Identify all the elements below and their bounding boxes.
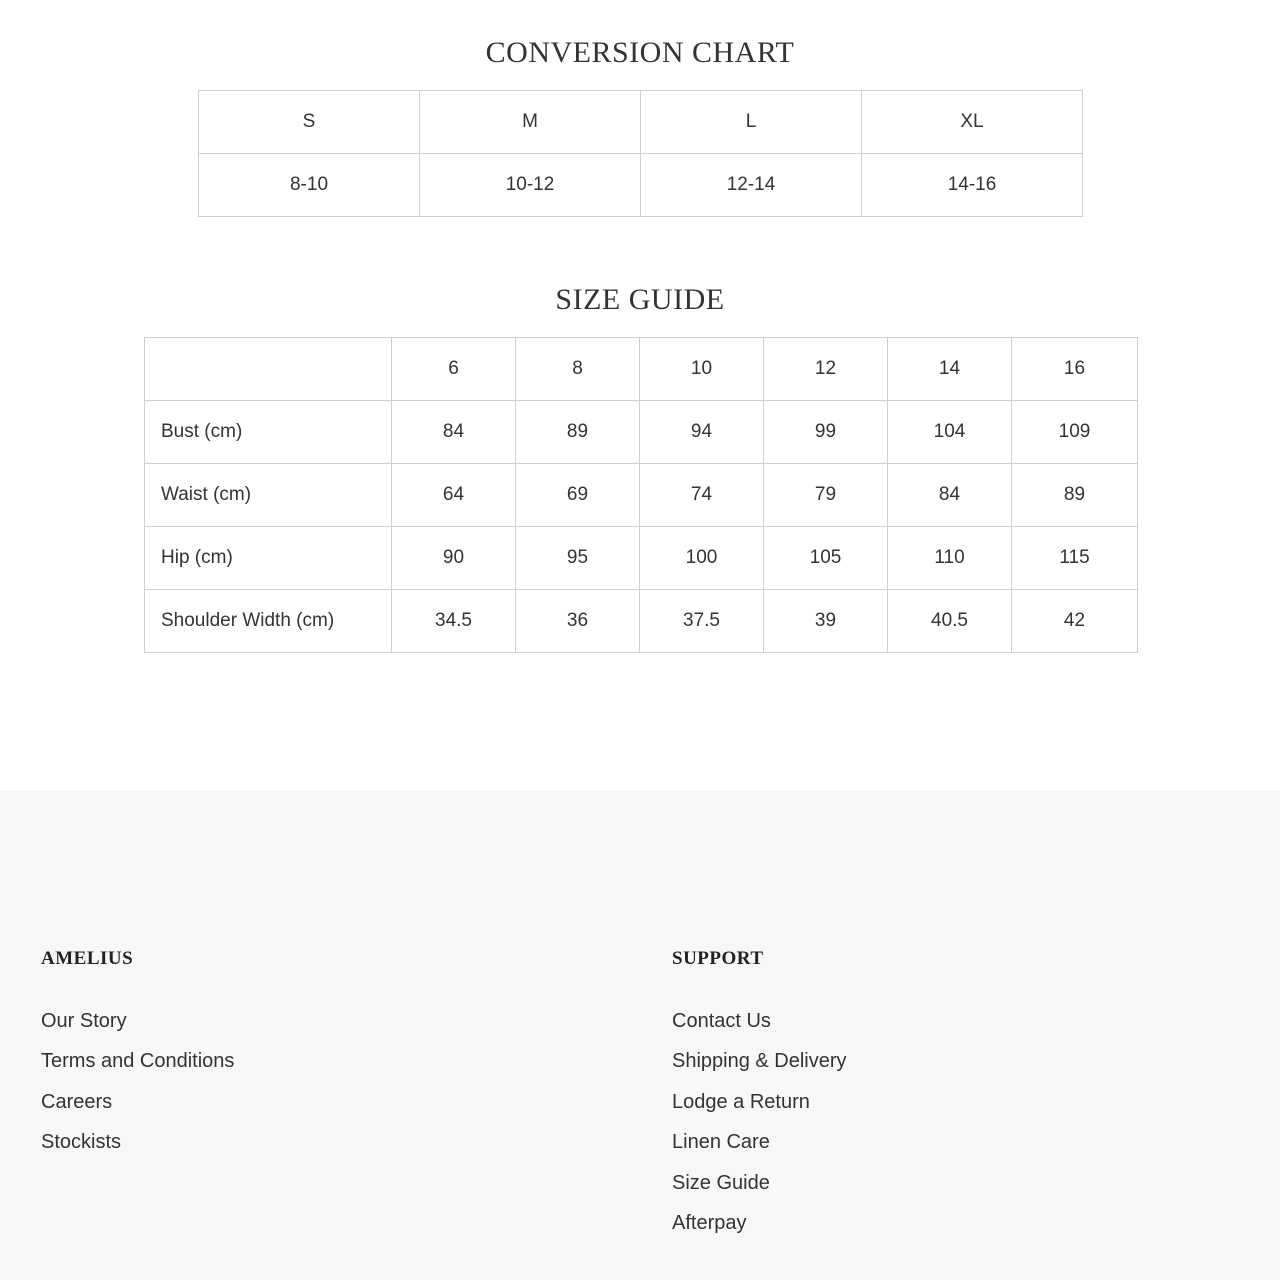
- size-header-cell: 10: [640, 338, 764, 401]
- row-label-bust: Bust (cm): [145, 401, 392, 464]
- measurement-cell: 42: [1012, 590, 1138, 653]
- measurement-cell: 90: [392, 527, 516, 590]
- conversion-value-row: [199, 154, 1083, 217]
- measurement-cell: 110: [888, 527, 1012, 590]
- measurement-cell: 79: [764, 464, 888, 527]
- measurement-cell: 36: [516, 590, 640, 653]
- footer-link-contact-us[interactable]: Contact Us: [672, 1010, 771, 1032]
- row-label-shoulder-width: Shoulder Width (cm): [145, 590, 392, 653]
- conversion-value-cell: 12-14: [641, 154, 862, 217]
- site-footer: [0, 790, 1280, 1280]
- measurement-cell: 69: [516, 464, 640, 527]
- footer-column-amelius: [41, 948, 234, 1172]
- footer-link-shipping-delivery[interactable]: Shipping & Delivery: [672, 1050, 847, 1073]
- conversion-chart-table: [198, 90, 1083, 217]
- footer-link-size-guide[interactable]: Size Guide: [672, 1171, 770, 1194]
- measurement-cell: 37.5: [640, 590, 764, 653]
- footer-link-careers[interactable]: Careers: [41, 1090, 113, 1113]
- table-row: [145, 527, 1138, 590]
- measurement-cell: 84: [888, 464, 1012, 527]
- size-header-cell: [145, 338, 392, 401]
- conversion-chart-title: CONVERSION CHART: [485, 36, 795, 69]
- measurement-cell: 109: [1012, 401, 1138, 464]
- measurement-cell: 64: [392, 464, 516, 527]
- footer-link-terms-and-conditions[interactable]: Terms and Conditions: [41, 1050, 235, 1073]
- measurement-cell: 89: [1012, 464, 1138, 527]
- conversion-value-cell: 14-16: [862, 154, 1083, 217]
- size-header-cell: 8: [516, 338, 640, 401]
- footer-links-support: [672, 1010, 847, 1234]
- measurement-cell: 104: [888, 401, 1012, 464]
- row-label-hip: Hip (cm): [145, 527, 392, 590]
- footer-link-our-story[interactable]: Our Story: [41, 1010, 127, 1032]
- conversion-value-cell: 10-12: [420, 154, 641, 217]
- measurement-cell: 115: [1012, 527, 1138, 590]
- footer-link-lodge-a-return[interactable]: Lodge a Return: [672, 1090, 810, 1113]
- measurement-cell: 74: [640, 464, 764, 527]
- measurement-cell: 89: [516, 401, 640, 464]
- table-row: [145, 401, 1138, 464]
- size-header-cell: 12: [764, 338, 888, 401]
- footer-link-stockists[interactable]: Stockists: [41, 1131, 122, 1154]
- measurement-cell: 34.5: [392, 590, 516, 653]
- conversion-size-cell: M: [420, 91, 641, 154]
- footer-heading-amelius: AMELIUS: [41, 948, 134, 969]
- table-row: [145, 590, 1138, 653]
- size-guide-title: SIZE GUIDE: [555, 283, 725, 316]
- footer-heading-support: SUPPORT: [672, 948, 764, 969]
- measurement-cell: 84: [392, 401, 516, 464]
- size-header-cell: 16: [1012, 338, 1138, 401]
- conversion-size-cell: S: [199, 91, 420, 154]
- conversion-size-cell: L: [641, 91, 862, 154]
- size-header-cell: 6: [392, 338, 516, 401]
- footer-link-linen-care[interactable]: Linen Care: [672, 1131, 770, 1154]
- size-header-cell: 14: [888, 338, 1012, 401]
- measurement-cell: 95: [516, 527, 640, 590]
- conversion-size-cell: XL: [862, 91, 1083, 154]
- footer-column-support: [672, 948, 847, 1252]
- measurement-cell: 99: [764, 401, 888, 464]
- conversion-header-row: [199, 91, 1083, 154]
- measurement-cell: 94: [640, 401, 764, 464]
- measurement-cell: 105: [764, 527, 888, 590]
- footer-link-afterpay[interactable]: Afterpay: [672, 1211, 747, 1234]
- size-guide-table: [144, 337, 1138, 653]
- footer-links-amelius: [41, 1010, 234, 1153]
- row-label-waist: Waist (cm): [145, 464, 392, 527]
- size-header-row: [145, 338, 1138, 401]
- measurement-cell: 100: [640, 527, 764, 590]
- measurement-cell: 39: [764, 590, 888, 653]
- measurement-cell: 40.5: [888, 590, 1012, 653]
- conversion-value-cell: 8-10: [199, 154, 420, 217]
- table-row: [145, 464, 1138, 527]
